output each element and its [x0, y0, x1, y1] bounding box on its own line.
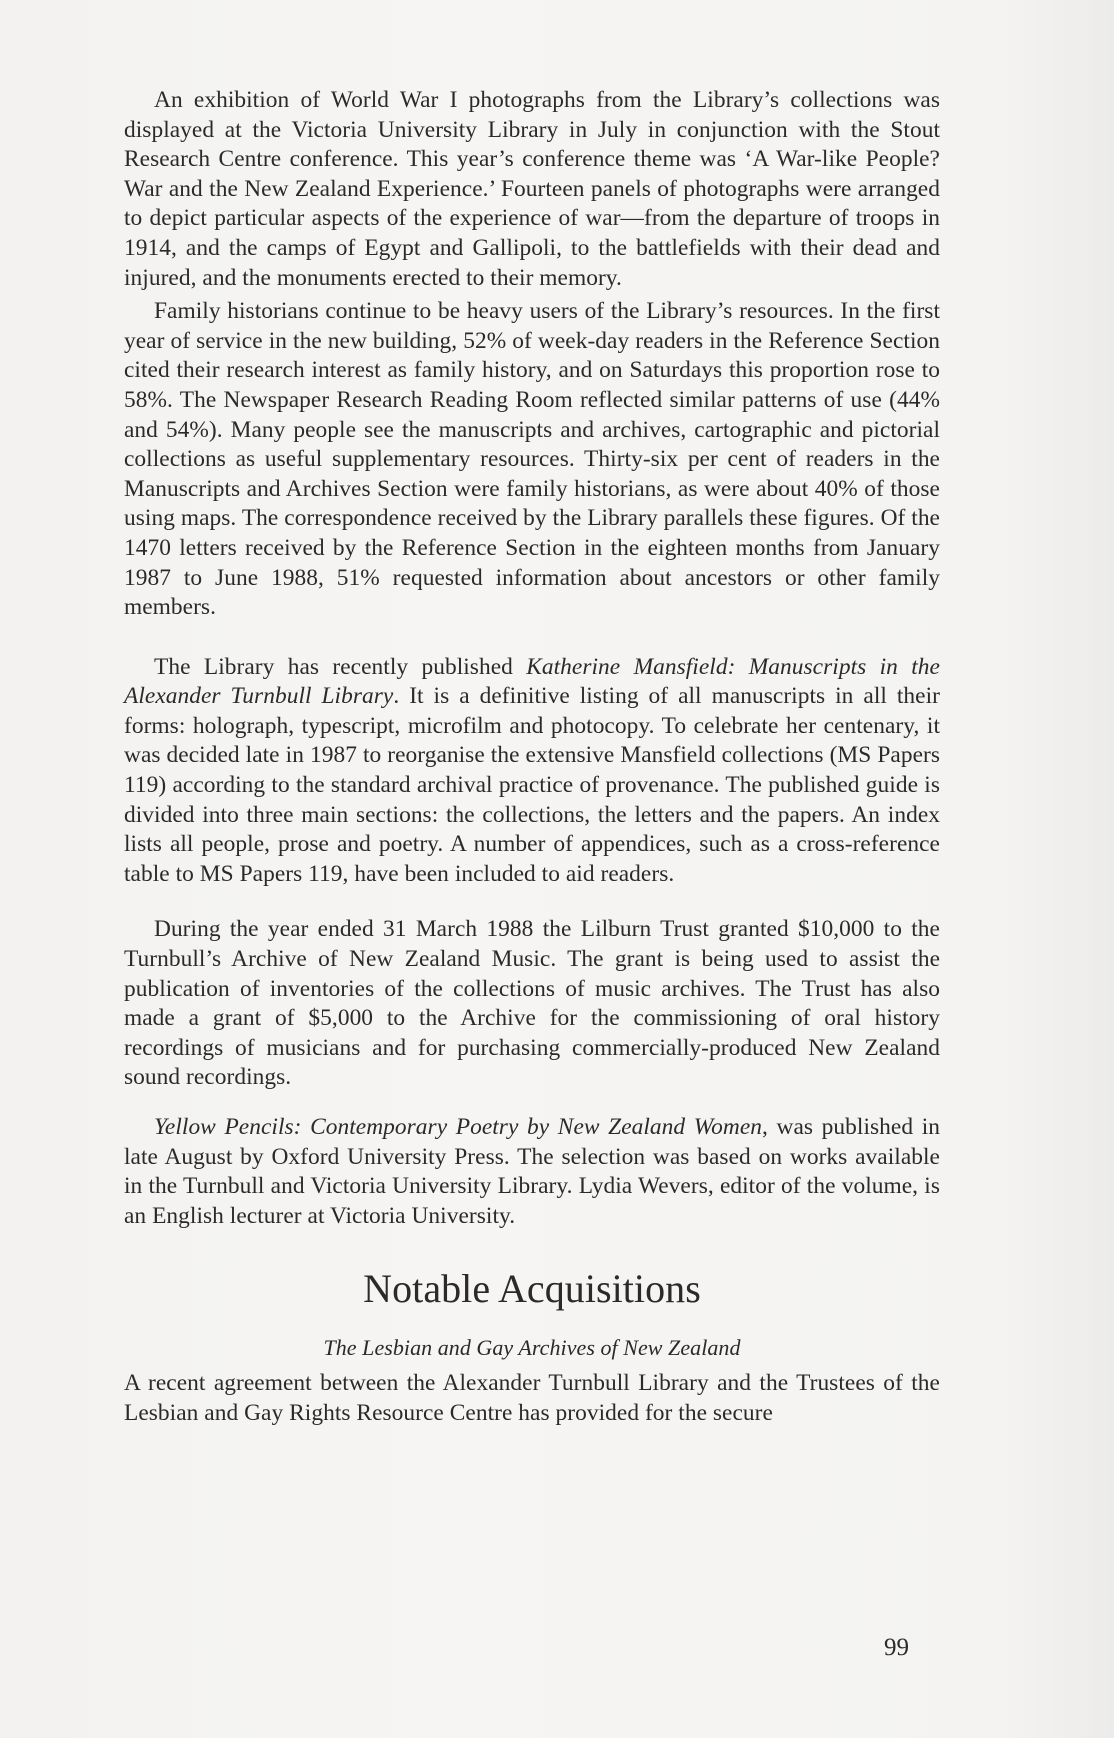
body-text [124, 86, 940, 1429]
paragraph-lesbian-gay-archives: A recent agreement between the Alexander Turnbull Library and the Trustees of the Lesbian and Gay Rights Resource Centre has provided for the secure [124, 1370, 940, 1426]
paragraph-lilburn-trust: During the year ended 31 March 1988 the Lilburn Trust granted $10,000 to the Turnbull’s Archive of New Zealand Music. The grant is being used to assist the publication of inventories of the collections of music archives. The Trust has also made a grant of $5,000 to the Archive for the commissioning of oral history recordings of musicians and for purchasing commercially-produced New Zealand sound recordings. [124, 916, 940, 1091]
paragraph-text: . It is a definitive listing of all manuscripts in all their forms: holograph, typescript, microfilm and photocopy. To celebrate her centenary, it was decided late in 1987 to reorganise the extensive Mansfield collections (MS Papers 119) according to the standard archival practice of provenance. The published guide is divided into three main sections: the collections, the letters and the papers. An index lists all people, prose and poetry. A number of appendices, such as a cross-reference table to MS Papers 119, have been included to aid readers. [124, 683, 940, 887]
paragraph-yellow-pencils [124, 1113, 940, 1231]
paragraph-ww1-exhibition: An exhibition of World War I photographs from the Library’s collections was displayed at the Victoria University Library in July in conjunction with the Stout Research Centre conference. This year’s conference theme was ‘A War-like People? War and the New Zealand Experience.’ Fourteen panels of photographs were arranged to depict particular aspects of the experience of war—from the departure of troops in 1914, and the camps of Egypt and Gallipoli, to the battlefields with their dead and injured, and the monuments erected to their memory. [124, 87, 940, 291]
book-title-yellow-pencils: Yellow Pencils: Contemporary Poetry by New Zealand Women [154, 1114, 763, 1140]
paragraph-family-historians: Family historians continue to be heavy users of the Library’s resources. In the first year of service in the new building, 52% of week-day readers in the Reference Section cited their research interest as family history, and on Saturdays this proportion rose to 58%. The Newspaper Research Reading Room reflected similar patterns of use (44% and 54%). Many people see the manuscripts and archives, cartographic and pictorial collections as useful supplementary resources. Thirty-six per cent of readers in the Manuscripts and Archives Section were family historians, as were about 40% of those using maps. The correspondence received by the Library parallels these figures. Of the 1470 letters received by the Reference Section in the eighteen months from January 1987 to June 1988, 51% requested information about ancestors or other family members. [124, 298, 940, 621]
page-number: 99 [884, 1634, 909, 1661]
section-heading: Notable Acquisitions [363, 1266, 701, 1312]
paragraph-mansfield-publication [124, 653, 940, 890]
book-title-mansfield: Katherine Mansfield: Manuscripts in the Alexander Turnbull Library [124, 653, 940, 710]
section-subheading: The Lesbian and Gay Archives of New Zealand [323, 1335, 741, 1361]
paragraph-text: The Library has recently published [154, 653, 527, 680]
paragraph-text: , was published in late August by Oxford University Press. The selection was based on works available in the Turnbull and Victoria University Library. Lydia Wevers, editor of the volume, is an English lecturer at Victoria University. [124, 1114, 940, 1229]
